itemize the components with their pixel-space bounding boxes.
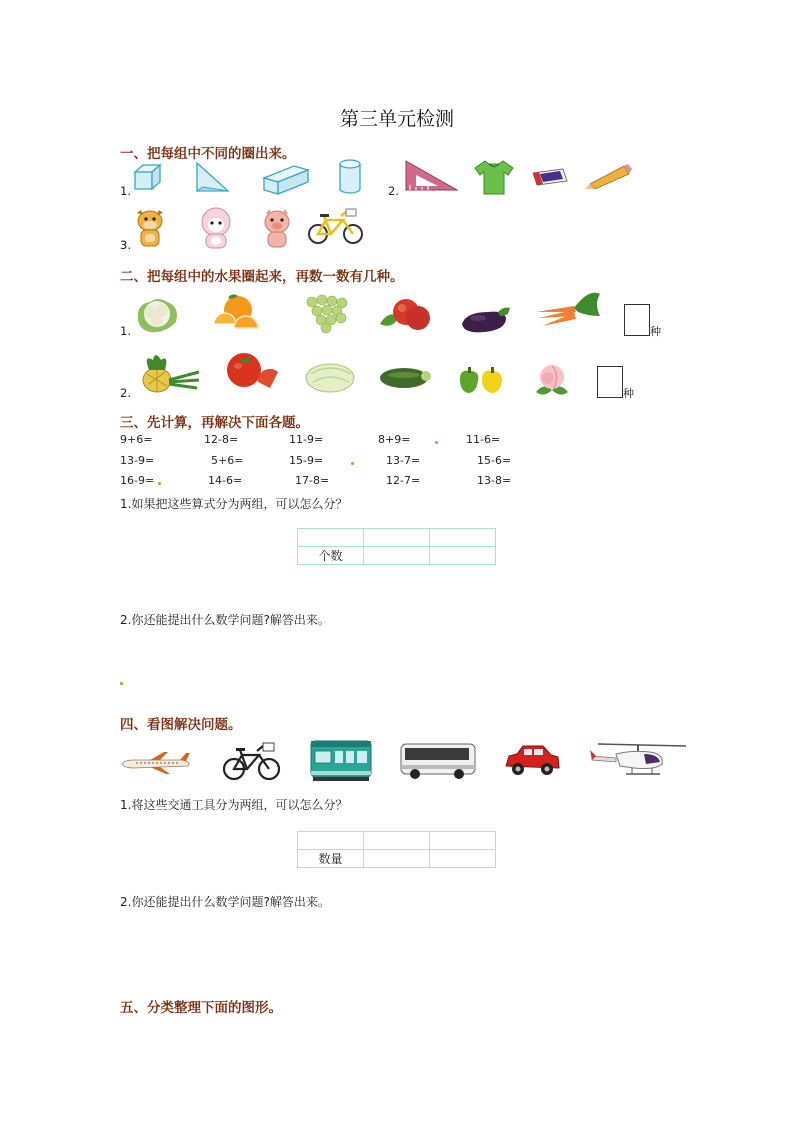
equation: 13-8=: [477, 474, 512, 487]
table-row-label: 数量: [298, 850, 364, 868]
triangle-ruler-flat-icon: [195, 161, 231, 194]
pig-toy-icon: [260, 207, 294, 249]
equation: 13-9=: [120, 454, 155, 467]
car-icon: [503, 742, 561, 780]
equation: 8+9=: [378, 433, 411, 446]
equation: 15-6=: [477, 454, 512, 467]
equation: 13-7=: [386, 454, 421, 467]
section4-question1: 1.将这些交通工具分为两组，可以怎么分？: [120, 798, 348, 812]
equation: 14-6=: [208, 474, 243, 487]
pineapple-icon: [135, 350, 201, 394]
sheep-toy-icon: [197, 206, 235, 250]
page-title: 第三单元检测: [339, 108, 454, 130]
table-cell[interactable]: [430, 547, 496, 565]
equation: 15-9=: [289, 454, 324, 467]
section1-heading: 一、把每组中不同的圈出来。: [120, 146, 296, 162]
answer-table-1: [297, 528, 496, 565]
section3-question1: 1.如果把这些算式分为两组，可以怎么分？: [120, 497, 348, 511]
answer-box-2[interactable]: [597, 366, 623, 398]
table-cell[interactable]: [430, 529, 496, 547]
orange-icon: [208, 292, 262, 334]
pencil-icon: [584, 162, 634, 190]
table-cell[interactable]: [364, 529, 430, 547]
eggplant-icon: [458, 300, 514, 336]
group3-label: 3.: [120, 238, 131, 252]
tomato-icon: [222, 348, 282, 394]
section5-heading: 五、分类整理下面的图形。: [120, 1000, 282, 1016]
table-cell[interactable]: [430, 850, 496, 868]
equation: 11-9=: [289, 433, 324, 446]
section3-question2: 2.你还能提出什么数学问题?解答出来。: [120, 613, 330, 627]
set-square-icon: [402, 157, 460, 193]
equation: 16-9=: [120, 474, 155, 487]
bicycle-icon: [306, 206, 366, 246]
airplane-icon: [120, 750, 194, 776]
equation: 5+6=: [211, 454, 244, 467]
peach-icon: [532, 360, 572, 398]
table-cell[interactable]: [364, 547, 430, 565]
row2-label: 2.: [120, 386, 131, 400]
pepper-icon: [456, 365, 506, 395]
cube-icon: [132, 162, 162, 192]
cylinder-icon: [337, 158, 363, 196]
train-icon: [309, 737, 373, 783]
group1-label: 1.: [120, 184, 131, 198]
grapes-icon: [302, 290, 354, 334]
equation: 17-8=: [295, 474, 330, 487]
bus-icon: [399, 741, 477, 781]
mark-dot: [158, 482, 161, 485]
answer-table-2: [297, 831, 496, 868]
answer-box-1[interactable]: [624, 304, 650, 336]
equation: 12-8=: [204, 433, 239, 446]
cabbage-icon: [303, 356, 357, 394]
apple-icon: [378, 290, 434, 336]
equation: 11-6=: [466, 433, 501, 446]
equation: 9+6=: [120, 433, 153, 446]
cow-toy-icon: [132, 207, 168, 249]
mark-dot: [120, 682, 123, 685]
mark-dot: [435, 441, 438, 444]
bicycle-icon: [221, 740, 283, 782]
table-row-label: 个数: [298, 547, 364, 565]
table-cell[interactable]: [364, 850, 430, 868]
carrot-icon: [534, 286, 604, 334]
table-cell[interactable]: [298, 529, 364, 547]
unit-label-1: 种: [650, 325, 661, 338]
cucumber-icon: [378, 364, 434, 392]
unit-label-2: 种: [623, 387, 634, 400]
table-cell[interactable]: [430, 832, 496, 850]
eraser-icon: [530, 166, 570, 188]
cuboid-icon: [262, 162, 310, 196]
row1-label: 1.: [120, 324, 131, 338]
equation: 12-7=: [386, 474, 421, 487]
section4-heading: 四、看图解决问题。: [120, 717, 242, 733]
mark-dot: [351, 462, 354, 465]
group2-label: 2.: [388, 184, 399, 198]
section2-heading: 二、把每组中的水果圈起来，再数一数有几种。: [120, 269, 404, 285]
t-shirt-icon: [473, 158, 515, 196]
section3-heading: 三、先计算，再解决下面各题。: [120, 415, 309, 431]
table-cell[interactable]: [298, 832, 364, 850]
section4-question2: 2.你还能提出什么数学问题?解答出来。: [120, 895, 330, 909]
table-cell[interactable]: [364, 832, 430, 850]
cauliflower-icon: [134, 294, 180, 336]
helicopter-icon: [588, 738, 690, 780]
